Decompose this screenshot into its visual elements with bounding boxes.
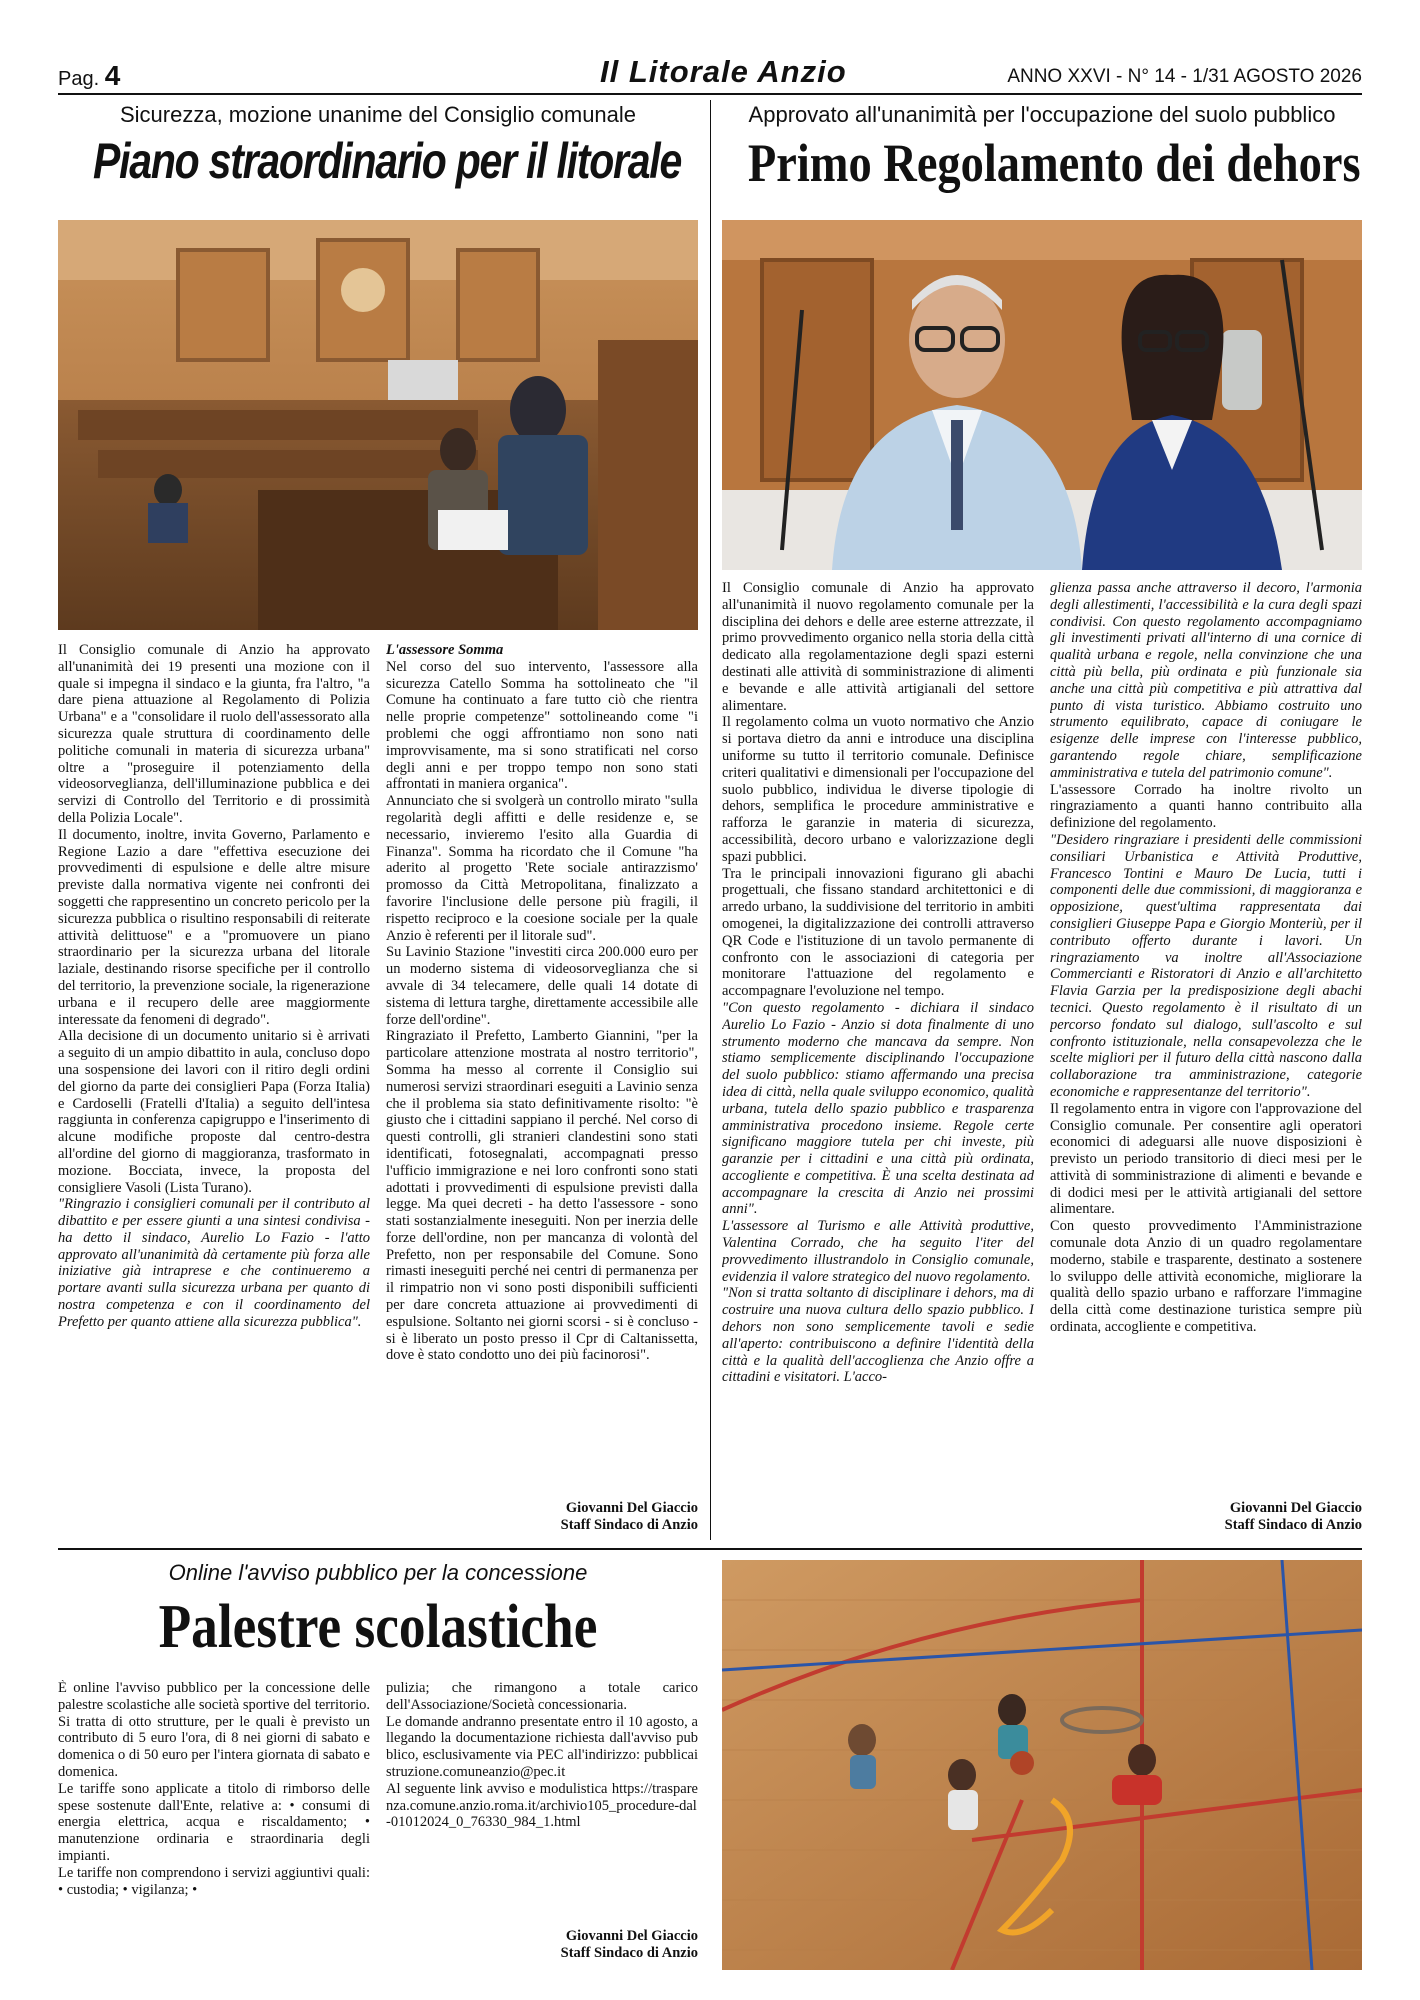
- article3-paragraph: Le tariffe non comprendono i servizi aggiuntivi quali: • custodia; • vigilanza; •: [58, 1864, 370, 1898]
- signature-name: Giovanni Del Giaccio: [565, 1928, 698, 1944]
- article3-paragraph: Le domande andranno presentate entro il 10 agosto, allegando la documentazione richiesta dall'avviso pubblico, esclusivamente via PEC all'indirizzo: pubblicaistruzione.comuneanzio@pec.it: [386, 1713, 698, 1780]
- councillors-photo: [722, 220, 1362, 570]
- article2-paragraph: L'assessore Corrado ha inoltre rivolto un ringraziamento a quanti hanno contribuito alla definizione del regolamento.: [1050, 781, 1362, 832]
- article2-paragraph: "Con questo regolamento - dichiara il sindaco Aurelio Lo Fazio - Anzio si dota finalmente di uno strumento moderno che mancava da sempre. Non stiamo semplicemente disciplinando l'occupazione del suolo pubblico: stiamo affermando una precisa idea di città, nella quale sviluppo economico, qualità urbana, tutela dello spazio pubblico e trasparenza amministrativa procedono insieme. Regole certe significano maggiore tutela per chi investe, più garanzie per i cittadini e una città più ordinata, accogliente e competitiva. È una scelta destinata ad accompagnare la crescita di Anzio nei prossimi anni".: [722, 999, 1034, 1218]
- article2-paragraph: L'assessore al Turismo e alle Attività produttive, Valentina Corrado, che ha seguito l'iter del provvedimento illustrandolo in Consiglio comunale, evidenzia il valore strategico del nuovo regolamento.: [722, 1218, 1034, 1285]
- article2-headline: Primo Regolamento dei dehors: [747, 133, 1361, 193]
- article2-paragraph: "Non si tratta soltanto di disciplinare i dehors, ma di costruire una nuova cultura dello spazio pubblico. I dehors non sono semplicemente tavoli e sedie all'aperto: contribuiscono a definire l'identità della città e la qualità dell'accoglienza che Anzio offre a cittadini e visitatori. L'acco-: [722, 1285, 1034, 1386]
- issue-info: ANNO XXVI - N° 14 - 1/31 AGOSTO 2026: [1007, 66, 1362, 87]
- signature-role: Staff Sindaco di Anzio: [560, 1945, 698, 1961]
- article3-paragraph: Al seguente link avviso e modulistica https://trasparenza.comune.anzio.roma.it/archivio105_procedure-dal-01012024_0_76330_984_1.html: [386, 1780, 698, 1831]
- page-number: 4: [104, 60, 121, 91]
- article1-paragraph: "Ringrazio i consiglieri comunali per il contributo al dibattito e per essere giunti a una sintesi condivisa - ha detto il sindaco, Aurelio Lo Fazio - l'atto approvato all'unanimità dà certamente più forza alle iniziative già intraprese e che continueremo a portare avanti sulla sicurezza urbana per quanto di nostra competenza e con il coordinamento del Prefetto per quanto attiene alla sicurezza pubblica".: [58, 1196, 370, 1330]
- article1-kicker: Sicurezza, mozione unanime del Consiglio comunale: [119, 102, 637, 127]
- article2-paragraph: glienza passa anche attraverso il decoro, l'armonia degli allestimenti, l'accessibilità e la cura degli spazi condivisi. Con questo regolamento accompagniamo gli investimenti privati all'interno di una cornice di qualità urbana e regole, nella convinzione che una città più bella, più ordinata e più funzionale sia anche una città più competitiva e più attrattiva dal punto di vista turistico. Abbiamo costruito uno strumento equilibrato, capace di coniugare le esigenze delle imprese con l'interesse pubblico, garantendo regole chiare, semplificazione amministrativa e tutela del patrimonio comune".: [1050, 580, 1362, 781]
- article1-paragraph: Nel corso del suo intervento, l'assessore alla sicurezza Catello Somma ha sottolineato che "il Comune ha continuato a fare tutto ciò che rientra nelle proprie competenze" sottolineando come "i problemi che oggi affrontiamo non sono nati improvvisamente, ma si sono stratificati nel corso degli anni e per troppo tempo non sono stati affrontati in maniera organica".: [386, 658, 698, 793]
- article1-column2: [386, 642, 698, 1492]
- article3-paragraph: pulizia; che rimangono a totale carico dell'Associazione/Società concessionaria.: [386, 1680, 698, 1713]
- column-divider: [710, 100, 711, 1540]
- article3-column2: [386, 1680, 698, 1920]
- article1-paragraph: Ringraziato il Prefetto, Lamberto Giannini, "per la particolare attenzione mostrata al nostro territorio", Somma ha messo al corrente il Consiglio sui numerosi servizi straordinari eseguiti a Lavinio senza che il problema sia stato definitivamente risolto: "è giusto che i cittadini sappiano il perché. Nel corso di questi controlli, gli stranieri clandestini sono stati identificati, fotosegnalati, accompagnati presso l'ufficio immigrazione e nei loro confronti sono stati adottati i provvedimenti di espulsione previsti dalla legge. Ma quei decreti - ha detto l'assessore - sono stati sostanzialmente ineseguiti. Non per inerzia delle forze dell'ordine, non per mancanza di volontà del Prefetto, non per responsabile del Comune. Sono rimasti ineseguiti perché nei centri di permanenza per il rimpatrio non vi sono posti disponibili sufficienti per dare concreta attuazione ai provvedimenti di espulsione. Soltanto nei giorni scorsi - si è concluso - si è liberato un posto presso il Cpr di Caltanissetta, dove è stato condotto uno dei più facinorosi".: [386, 1028, 698, 1364]
- article2-paragraph: Il Consiglio comunale di Anzio ha approvato all'unanimità il nuovo regolamento comunale per la disciplina dei dehors e delle aree esterne attrezzate, il primo provvedimento organico nella storia della città dedicato alla regolamentazione degli spazi esterni destinati alle attività di somministrazione di alimenti e bevande e alle attività artigianali del settore alimentare.: [722, 580, 1034, 714]
- signature-role: Staff Sindaco di Anzio: [560, 1517, 698, 1533]
- article2-paragraph: Il regolamento colma un vuoto normativo che Anzio si portava dietro da anni e introduce una disciplina uniforme su tutto il territorio comunale. Definisce criteri qualitativi e dimensionali per l'occupazione del suolo pubblico, individua le diverse tipologie di dehors, semplifica le procedure amministrative e rafforza le garanzie in materia di sicurezza, accessibilità, decoro urbano e valorizzazione degli spazi pubblici.: [722, 714, 1034, 865]
- signature-name: Giovanni Del Giaccio: [1229, 1500, 1362, 1516]
- article2-column1: [722, 580, 1034, 1542]
- masthead: Il Litorale Anzio: [600, 54, 847, 89]
- article1-paragraph: Alla decisione di un documento unitario si è arrivati a seguito di un ampio dibattito in aula, concluso dopo una sospensione dei lavori con il ritiro degli ordini del giorno da parte dei consiglieri Papa (Forza Italia) e Cardoselli (Fratelli d'Italia) a seguito dell'intesa raggiunta in conferenza capigruppo e l'inserimento di alcune modifiche proposte dal centro-destra all'ordine del giorno di maggioranza, trasformato in mozione. Bocciata, invece, la proposta del consigliere Vasoli (Lista Turano).: [58, 1028, 370, 1196]
- article2-paragraph: Tra le principali innovazioni figurano gli abachi progettuali, che fissano standard architettonici e di arredo urbano, la suddivisione del territorio in ambiti omogenei, la digitalizzazione dei controlli attraverso QR Code e l'istituzione di un tavolo permanente di confronto con le associazioni di categoria per monitorare l'attuazione del regolamento e accompagnare l'evoluzione nel tempo.: [722, 865, 1034, 1000]
- article1-paragraph: Il Consiglio comunale di Anzio ha approvato all'unanimità dei 19 presenti una mozione con il quale si impegna il sindaco e la giunta, fra l'altro, "a dare piena attuazione al Regolamento di Polizia Urbana" e a "consolidare il ruolo dell'assessorato alla sicurezza quale struttura di coordinamento delle politiche comunali in materia di sicurezza urbana" oltre a "proseguire il potenziamento della videosorveglianza, dell'illuminazione pubblica e dei servizi di Controllo del Territorio e di prossimità della Polizia Locale".: [58, 642, 370, 826]
- article3-signature: [386, 1928, 698, 1962]
- article2-paragraph: Il regolamento entra in vigore con l'approvazione del Consiglio comunale. Per consentire agli operatori economici di adeguarsi alle nuove disposizioni è previsto un periodo transitorio di dieci mesi per le attività di somministrazione di alimenti e bevande e di dodici mesi per le attività artigianali del settore alimentare.: [1050, 1100, 1362, 1218]
- article3-paragraph: È online l'avviso pubblico per la concessione delle palestre scolastiche alle società sportive del territorio. Si tratta di otto strutture, per le quali è previsto un contributo di 5 euro l'ora, di 8 nei giorni di sabato e domenica o di 50 euro per l'intera giornata di sabato e domenica.: [58, 1680, 370, 1780]
- gym-photo: [722, 1560, 1362, 1970]
- article1-headline: Piano straordinario per il litorale: [93, 133, 682, 189]
- page-prefix: Pag.: [58, 68, 100, 90]
- article2-column2: [1050, 580, 1362, 1492]
- article3-column1: [58, 1680, 370, 1990]
- page-number-label: [58, 60, 120, 92]
- header-rule: [58, 93, 1362, 95]
- signature-name: Giovanni Del Giaccio: [565, 1500, 698, 1516]
- article1-subhead: L'assessore Somma: [386, 642, 504, 658]
- council-chamber-photo: [58, 220, 698, 630]
- article1-paragraph: Il documento, inoltre, invita Governo, Parlamento e Regione Lazio a dare "effettiva esecuzione dei provvedimenti di espulsione e delle altre misure previste dalla normativa vigente nei confronti dei soggetti che rappresentino un concreto pericolo per la sicurezza pubblica o risultino responsabili di reiterate attività delittuose" e a "promuovere un piano straordinario per la sicurezza urbana del litorale laziale, destinando risorse specifiche per il controllo del territorio, la prevenzione sociale, la rigenerazione urbana e il recupero delle aree maggiormente interessate da fenomeni di degrado".: [58, 826, 370, 1028]
- article3-paragraph: Le tariffe sono applicate a titolo di rimborso delle spese sostenute dall'Ente, relative a: • consumi di energia elettrica, acqua e riscaldamento; • manutenzione ordinaria e straordinaria degli impianti.: [58, 1780, 370, 1864]
- article2-signature: [1050, 1500, 1362, 1534]
- article2-paragraph: "Desidero ringraziare i presidenti delle commissioni consiliari Urbanistica e Attività Produttive, Francesco Tontini e Mauro De Lucia, tutti i componenti delle due commissioni, di maggioranza e opposizione, quest'ultima rappresentata dai consiglieri Giuseppe Papa e Giorgio Monteriù, per il contributo offerto durante i lavori. Un ringraziamento va inoltre all'Associazione Commercianti e Ristoratori di Anzio e all'architetto Flavia Garzia per la predisposizione degli abachi tecnici. Questo regolamento è il risultato di un percorso fondato sul dialogo, sull'ascolto e sul confronto istituzionale, nella consapevolezza che le scelte migliori per il futuro della città nascono dalla collaborazione tra amministrazione, categorie economiche e rappresentanze del territorio".: [1050, 831, 1362, 1100]
- signature-role: Staff Sindaco di Anzio: [1224, 1517, 1362, 1533]
- article2-kicker: Approvato all'unanimità per l'occupazione del suolo pubblico: [748, 102, 1336, 127]
- article1-signature: [386, 1500, 698, 1534]
- article1-column1: [58, 642, 370, 1522]
- article1-paragraph: Annunciato che si svolgerà un controllo mirato "sulla regolarità degli affitti e delle residenze e, se necessario, invieremo l'esito alla Guardia di Finanza". Somma ha ricordato che il Comune "ha aderito al progetto 'Rete sociale antirazzismo' promosso da Città Metropolitana, finalizzato a favorire l'inclusione delle persone più fragili, il rispetto reciproco e la coesione sociale per la quale Anzio è referenti per il litorale sud".: [386, 793, 698, 944]
- article2-paragraph: Con questo provvedimento l'Amministrazione comunale dota Anzio di un quadro regolamentare moderno, stabile e trasparente, destinato a sostenere lo sviluppo delle attività economiche, migliorare la qualità dello spazio urbano e rafforzare l'immagine della città come destinazione turistica sempre più ordinata, accogliente e competitiva.: [1050, 1218, 1362, 1336]
- section-rule: [58, 1548, 1362, 1550]
- article1-paragraph: Su Lavinio Stazione "investiti circa 200.000 euro per un moderno sistema di videosorveglianza che si avvale di 34 telecamere, delle quali 14 dotate di sistema di lettura targhe, direttamente accessibile alle forze dell'ordine".: [386, 944, 698, 1028]
- article3-kicker: Online l'avviso pubblico per la concessione: [168, 1560, 588, 1585]
- article3-headline: Palestre scolastiche: [158, 1593, 598, 1661]
